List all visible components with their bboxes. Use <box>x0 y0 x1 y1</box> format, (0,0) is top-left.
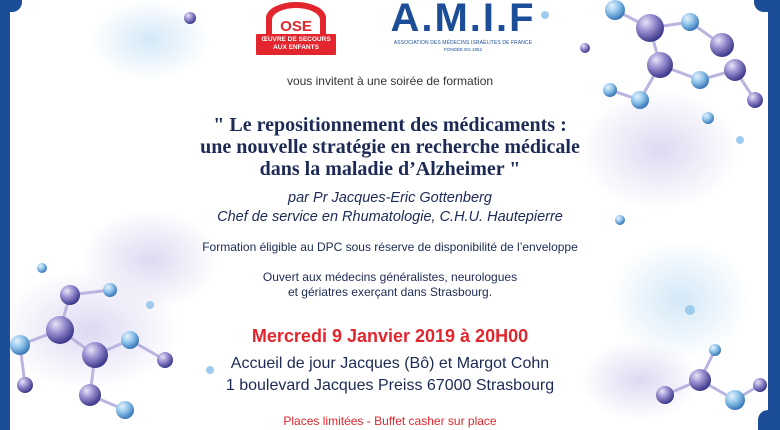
talk-title <box>100 114 680 180</box>
footer-note: Places limitées - Buffet casher sur place <box>283 414 497 428</box>
event-date: Mercredi 9 Janvier 2019 à 20H00 <box>251 326 529 346</box>
audience-note <box>0 270 780 300</box>
dpc-note: Formation éligible au DPC sous réserve de disponibilité de l’enveloppe <box>202 240 578 254</box>
ose-logo <box>256 0 336 58</box>
speaker-role: Chef de service en Rhumatologie, C.H.U. Hautepierre <box>217 209 563 225</box>
ose-emblem <box>262 0 330 34</box>
amif-logo <box>383 0 543 58</box>
talk-title-line: dans la maladie d’Alzheimer " <box>259 158 521 180</box>
frame-corner-top-right <box>754 0 780 12</box>
speaker-block <box>100 189 680 227</box>
ose-tagline-line1: ŒUVRE DE SECOURS <box>261 36 331 43</box>
amif-founded: FONDÉE EN 1952 <box>443 47 483 52</box>
amif-name: A.M.I.F <box>390 0 536 40</box>
ose-tagline-line2: AUX ENFANTS <box>273 44 319 51</box>
talk-title-line: une nouvelle stratégie en recherche médicale <box>200 136 580 158</box>
ose-name: OSE <box>280 18 312 34</box>
invite-text: vous invitent à une soirée de formation <box>286 74 494 88</box>
venue-line: Accueil de jour Jacques (Bô) et Margot Cohn <box>230 355 550 372</box>
audience-line: Ouvert aux médecins généralistes, neurologues <box>262 270 518 284</box>
audience-line: et gériatres exerçant dans Strasbourg. <box>287 285 493 299</box>
venue-line: 1 boulevard Jacques Preiss 67000 Strasbourg <box>225 377 555 394</box>
talk-title-line: " Le repositionnement des médicaments : <box>213 114 567 136</box>
ose-tagline <box>256 34 336 55</box>
speaker-name: par Pr Jacques-Eric Gottenberg <box>288 190 492 206</box>
venue-address <box>0 353 780 397</box>
amif-subtitle: ASSOCIATION DES MÉDECINS ISRAÉLITES DE FRANCE <box>393 40 533 46</box>
